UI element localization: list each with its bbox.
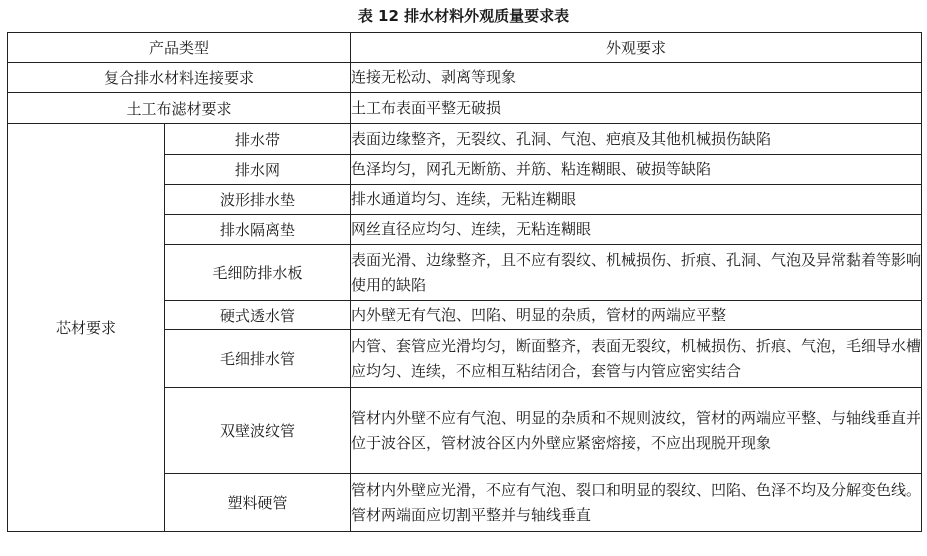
core-item-name: 毛细防排水板	[165, 245, 351, 301]
core-item-name: 双壁波纹管	[165, 388, 351, 474]
core-item-name: 毛细排水管	[165, 330, 351, 388]
requirement-cell: 管材内外壁不应有气泡、明显的杂质和不规则波纹，管材的两端应平整、与轴线垂直并位于波谷区，管材波谷区内外壁应紧密熔接，不应出现脱开现象	[351, 388, 922, 474]
requirement-cell: 网丝直径应均匀、连续，无粘连糊眼	[351, 215, 922, 245]
core-item-name: 排水带	[165, 124, 351, 155]
requirement-cell: 排水通道均匀、连续，无粘连糊眼	[351, 185, 922, 215]
table-row	[8, 124, 922, 155]
requirement-cell: 色泽均匀，网孔无断筋、并筋、粘连糊眼、破损等缺陷	[351, 155, 922, 185]
requirement-cell: 土工布表面平整无破损	[351, 93, 922, 124]
core-item-name: 波形排水垫	[165, 185, 351, 215]
table-row	[8, 93, 922, 124]
requirement-cell: 连接无松动、剥离等现象	[351, 63, 922, 93]
requirement-cell: 内管、套管应光滑均匀，断面整齐，表面无裂纹，机械损伤、折痕、气泡，毛细导水槽应均匀、连续，不应相互粘结闭合，套管与内管应密实结合	[351, 330, 922, 388]
core-material-group-label: 芯材要求	[8, 124, 165, 532]
header-product-type: 产品类型	[8, 33, 351, 63]
requirement-cell: 表面光滑、边缘整齐，且不应有裂纹、机械损伤、折痕、孔洞、气泡及异常黏着等影响使用的缺陷	[351, 245, 922, 301]
core-item-name: 硬式透水管	[165, 301, 351, 330]
header-appearance-requirement: 外观要求	[351, 33, 922, 63]
core-item-name: 排水网	[165, 155, 351, 185]
product-type-cell: 土工布滤材要求	[8, 93, 351, 124]
appearance-quality-table	[7, 32, 922, 532]
core-item-name: 排水隔离垫	[165, 215, 351, 245]
table-header-row	[8, 33, 922, 63]
requirement-cell: 管材内外壁应光滑，不应有气泡、裂口和明显的裂纹、凹陷、色泽不均及分解变色线。管材两端面应切割平整并与轴线垂直	[351, 474, 922, 532]
table-row	[8, 63, 922, 93]
product-type-cell: 复合排水材料连接要求	[8, 63, 351, 93]
core-item-name: 塑料硬管	[165, 474, 351, 532]
requirement-cell: 内外壁无有气泡、凹陷、明显的杂质，管材的两端应平整	[351, 301, 922, 330]
table-caption: 表 12 排水材料外观质量要求表	[357, 7, 570, 25]
requirement-cell: 表面边缘整齐，无裂纹、孔洞、气泡、疤痕及其他机械损伤缺陷	[351, 124, 922, 155]
